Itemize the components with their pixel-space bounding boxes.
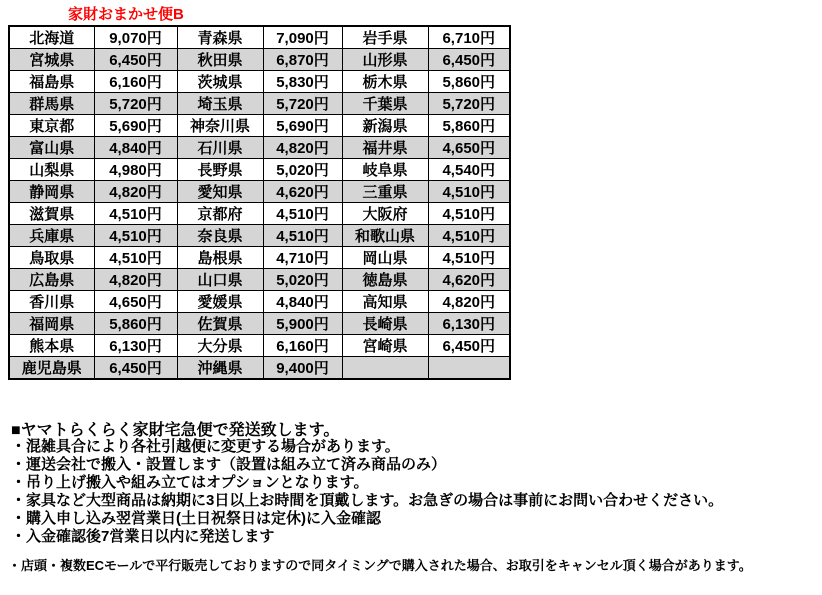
price-cell: 5,860円 [94,313,177,335]
prefecture-cell: 岩手県 [342,26,428,49]
prefecture-cell: 鳥取県 [9,247,94,269]
prefecture-cell [342,357,428,380]
price-cell: 4,840円 [263,291,342,313]
fee-table-row [9,115,510,137]
price-cell: 5,020円 [263,159,342,181]
prefecture-cell: 滋賀県 [9,203,94,225]
price-cell: 6,450円 [94,49,177,71]
fee-table-row [9,26,510,49]
prefecture-cell: 秋田県 [177,49,263,71]
prefecture-cell: 茨城県 [177,71,263,93]
prefecture-cell: 石川県 [177,137,263,159]
prefecture-cell: 北海道 [9,26,94,49]
price-cell: 4,820円 [94,181,177,203]
shipping-note-item: ・入金確認後7営業日以内に発送します [11,528,275,545]
price-cell: 4,620円 [263,181,342,203]
prefecture-cell: 島根県 [177,247,263,269]
price-cell: 9,400円 [263,357,342,380]
price-cell: 4,620円 [428,269,510,291]
shipping-note-item: ・購入申し込み翌営業日(土日祝祭日は定休)に入金確認 [11,510,381,527]
fee-table-row [9,71,510,93]
price-cell: 4,540円 [428,159,510,181]
price-cell: 6,710円 [428,26,510,49]
fee-table-row [9,203,510,225]
prefecture-cell: 宮崎県 [342,335,428,357]
price-cell: 4,650円 [428,137,510,159]
price-cell: 5,720円 [428,93,510,115]
fee-table-row [9,247,510,269]
prefecture-cell: 長崎県 [342,313,428,335]
price-cell: 4,820円 [94,269,177,291]
price-cell: 4,510円 [94,225,177,247]
prefecture-cell: 鹿児島県 [9,357,94,380]
fee-table-row [9,335,510,357]
fee-table-row [9,357,510,380]
prefecture-cell: 佐賀県 [177,313,263,335]
price-cell: 5,900円 [263,313,342,335]
prefecture-cell: 大阪府 [342,203,428,225]
price-cell: 6,130円 [94,335,177,357]
prefecture-cell: 沖縄県 [177,357,263,380]
prefecture-cell: 岐阜県 [342,159,428,181]
prefecture-cell: 福岡県 [9,313,94,335]
prefecture-cell: 徳島県 [342,269,428,291]
shipping-notes-list [11,438,723,546]
price-cell: 5,860円 [428,115,510,137]
prefecture-cell: 新潟県 [342,115,428,137]
prefecture-cell: 広島県 [9,269,94,291]
price-cell: 5,830円 [263,71,342,93]
price-cell: 6,450円 [428,49,510,71]
prefecture-cell: 和歌山県 [342,225,428,247]
prefecture-cell: 長野県 [177,159,263,181]
prefecture-cell: 大分県 [177,335,263,357]
prefecture-cell: 兵庫県 [9,225,94,247]
price-cell: 9,070円 [94,26,177,49]
shipping-method-heading: ■ヤマトらくらく家財宅急便で発送致します。 [11,422,340,439]
prefecture-cell: 福井県 [342,137,428,159]
price-cell: 5,720円 [263,93,342,115]
price-cell: 4,710円 [263,247,342,269]
price-cell: 5,690円 [94,115,177,137]
fee-table-row [9,159,510,181]
fee-table-row [9,225,510,247]
fee-table-row [9,269,510,291]
prefecture-cell: 宮城県 [9,49,94,71]
price-cell: 4,650円 [94,291,177,313]
fee-table-row [9,93,510,115]
prefecture-cell: 千葉県 [342,93,428,115]
price-cell: 4,820円 [263,137,342,159]
prefecture-cell: 群馬県 [9,93,94,115]
price-cell: 7,090円 [263,26,342,49]
fee-table-row [9,137,510,159]
cancel-policy-note: ・店頭・複数ECモールで平行販売しておりますので同タイミングで購入された場合、お取引をキャンセル頂く場合があります。 [8,558,752,573]
shipping-note-item: ・家具など大型商品は納期に3日以上お時間を頂戴します。お急ぎの場合は事前にお問い合わせください。 [11,492,724,509]
prefecture-cell: 高知県 [342,291,428,313]
price-cell: 4,510円 [428,203,510,225]
prefecture-cell: 岡山県 [342,247,428,269]
price-cell: 4,510円 [94,203,177,225]
price-cell: 5,860円 [428,71,510,93]
fee-table-body [9,26,510,379]
prefecture-cell: 青森県 [177,26,263,49]
prefecture-cell: 山口県 [177,269,263,291]
price-cell: 4,980円 [94,159,177,181]
prefecture-cell: 埼玉県 [177,93,263,115]
shipping-note-item: ・混雑具合により各社引越便に変更する場合があります。 [11,438,400,455]
fee-table-row [9,291,510,313]
prefecture-cell: 東京都 [9,115,94,137]
fee-table-row [9,313,510,335]
prefecture-cell: 愛知県 [177,181,263,203]
shipping-note-item: ・運送会社で搬入・設置します（設置は組み立て済み商品のみ） [11,456,447,473]
shipping-plan-title: 家財おまかせ便B [68,6,184,23]
price-cell: 4,510円 [94,247,177,269]
price-cell: 6,160円 [94,71,177,93]
shipping-note-item: ・吊り上げ搬入や組み立てはオプションとなります。 [11,474,369,491]
prefecture-cell: 山形県 [342,49,428,71]
prefecture-cell: 富山県 [9,137,94,159]
price-cell: 5,720円 [94,93,177,115]
price-cell: 6,450円 [428,335,510,357]
price-cell: 4,510円 [428,247,510,269]
price-cell: 6,450円 [94,357,177,380]
price-cell: 4,820円 [428,291,510,313]
price-cell: 4,510円 [263,203,342,225]
prefecture-cell: 福島県 [9,71,94,93]
prefecture-cell: 神奈川県 [177,115,263,137]
price-cell: 4,840円 [94,137,177,159]
price-cell: 5,020円 [263,269,342,291]
price-cell: 4,510円 [263,225,342,247]
price-cell: 4,510円 [428,225,510,247]
prefecture-cell: 愛媛県 [177,291,263,313]
prefecture-cell: 山梨県 [9,159,94,181]
prefecture-cell: 栃木県 [342,71,428,93]
fee-table-row [9,181,510,203]
price-cell: 6,130円 [428,313,510,335]
prefecture-cell: 熊本県 [9,335,94,357]
shipping-fee-table [8,25,511,380]
prefecture-cell: 香川県 [9,291,94,313]
price-cell: 6,160円 [263,335,342,357]
prefecture-cell: 京都府 [177,203,263,225]
price-cell: 4,510円 [428,181,510,203]
prefecture-cell: 静岡県 [9,181,94,203]
price-cell: 6,870円 [263,49,342,71]
price-cell: 5,690円 [263,115,342,137]
prefecture-cell: 三重県 [342,181,428,203]
prefecture-cell: 奈良県 [177,225,263,247]
fee-table-row [9,49,510,71]
price-cell [428,357,510,380]
